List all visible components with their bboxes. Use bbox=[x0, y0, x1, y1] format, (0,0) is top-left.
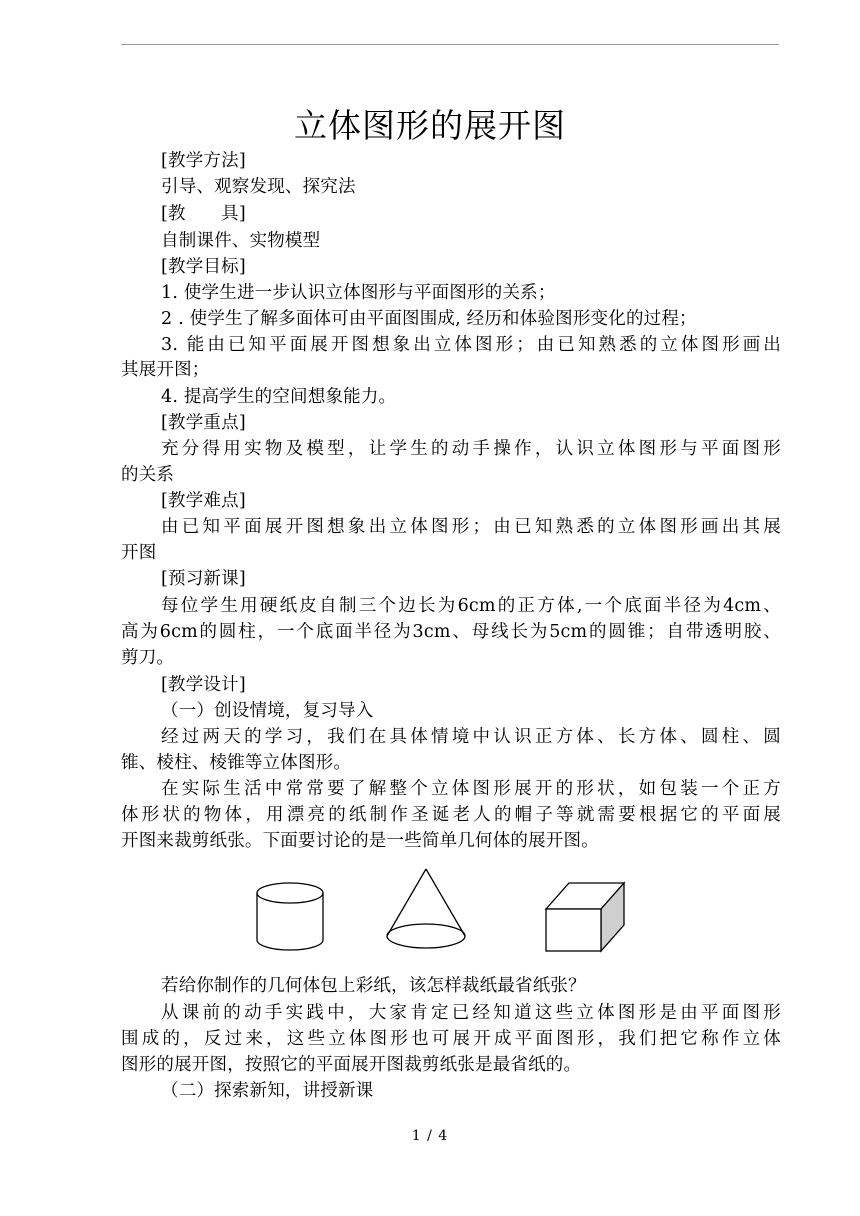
goal-4: 4. 提高学生的空间想象能力。 bbox=[161, 387, 397, 407]
key-text-line-1: 充分得用实物及模型，让学生的动手操作，认识立体图形与平面图形 bbox=[161, 439, 781, 459]
preview-text-line-3: 剪刀。 bbox=[121, 648, 175, 668]
goal-3-line-2: 其展开图； bbox=[121, 360, 210, 380]
page-number: 1 / 4 bbox=[411, 1128, 449, 1144]
preview-heading: [预习新课] bbox=[161, 569, 246, 589]
method-text: 引导、观察发现、探究法 bbox=[161, 177, 356, 197]
cone-figure bbox=[387, 869, 465, 948]
difficulty-text-line-1: 由已知平面展开图想象出立体图形；由已知熟悉的立体图形画出其展 bbox=[161, 517, 781, 537]
part1-heading: （一）创设情境，复习导入 bbox=[161, 701, 374, 721]
tools-text: 自制课件、实物模型 bbox=[161, 231, 321, 251]
key-heading: [教学重点] bbox=[161, 413, 246, 433]
difficulty-heading: [教学难点] bbox=[161, 491, 246, 511]
preview-text-line-1: 每位学生用硬纸皮自制三个边长为6cm的正方体,一个底面半径为4cm、 bbox=[161, 596, 781, 616]
method-heading: [教学方法] bbox=[161, 151, 246, 171]
part1-paragraph-2-line-1: 在实际生活中常常要了解整个立体图形展开的形状，如包装一个正方 bbox=[161, 779, 781, 799]
header-rule bbox=[121, 44, 779, 45]
part1-paragraph-3-line-3: 图形的展开图，按照它的平面展开图裁剪纸张是最省纸的。 bbox=[121, 1055, 582, 1075]
difficulty-text-line-2: 开图 bbox=[121, 543, 157, 563]
part1-paragraph-1-line-2: 锥、棱柱、棱锥等立体图形。 bbox=[121, 753, 352, 773]
part1-paragraph-3-line-1: 从课前的动手实践中，大家肯定已经知道这些立体图形是由平面图形 bbox=[161, 1003, 781, 1023]
goal-1: 1. 使学生进一步认识立体图形与平面图形的关系； bbox=[161, 283, 556, 303]
cube-figure bbox=[546, 883, 624, 951]
key-text-line-2: 的关系 bbox=[121, 465, 175, 485]
part1-paragraph-3-line-2: 围成的，反过来，这些立体图形也可展开成平面图形，我们把它称作立体 bbox=[121, 1029, 781, 1049]
goal-2: 2 . 使学生了解多面体可由平面图围成, 经历和体验图形变化的过程； bbox=[161, 309, 697, 329]
cylinder-figure bbox=[257, 883, 323, 950]
part1-paragraph-1-line-1: 经过两天的学习，我们在具体情境中认识正方体、长方体、圆柱、圆 bbox=[161, 727, 781, 747]
part2-heading: （二）探索新知，讲授新课 bbox=[161, 1081, 374, 1101]
goal-3-line-1: 3. 能由已知平面展开图想象出立体图形；由已知熟悉的立体图形画出 bbox=[161, 335, 781, 355]
part1-paragraph-2-line-2: 体形状的物体，用漂亮的纸制作圣诞老人的帽子等就需要根据它的平面展 bbox=[121, 805, 781, 825]
part1-paragraph-2-line-3: 开图来裁剪纸张。下面要讨论的是一些简单几何体的展开图。 bbox=[121, 831, 599, 851]
question-text: 若给你制作的几何体包上彩纸，该怎样裁纸最省纸张？ bbox=[161, 976, 586, 996]
tools-heading: [教 具] bbox=[161, 204, 246, 224]
design-heading: [教学设计] bbox=[161, 675, 246, 695]
page-title: 立体图形的展开图 bbox=[294, 106, 566, 145]
preview-text-line-2: 高为6cm的圆柱，一个底面半径为3cm、母线长为5cm的圆锥；自带透明胶、 bbox=[121, 622, 781, 642]
goals-heading: [教学目标] bbox=[161, 257, 246, 277]
